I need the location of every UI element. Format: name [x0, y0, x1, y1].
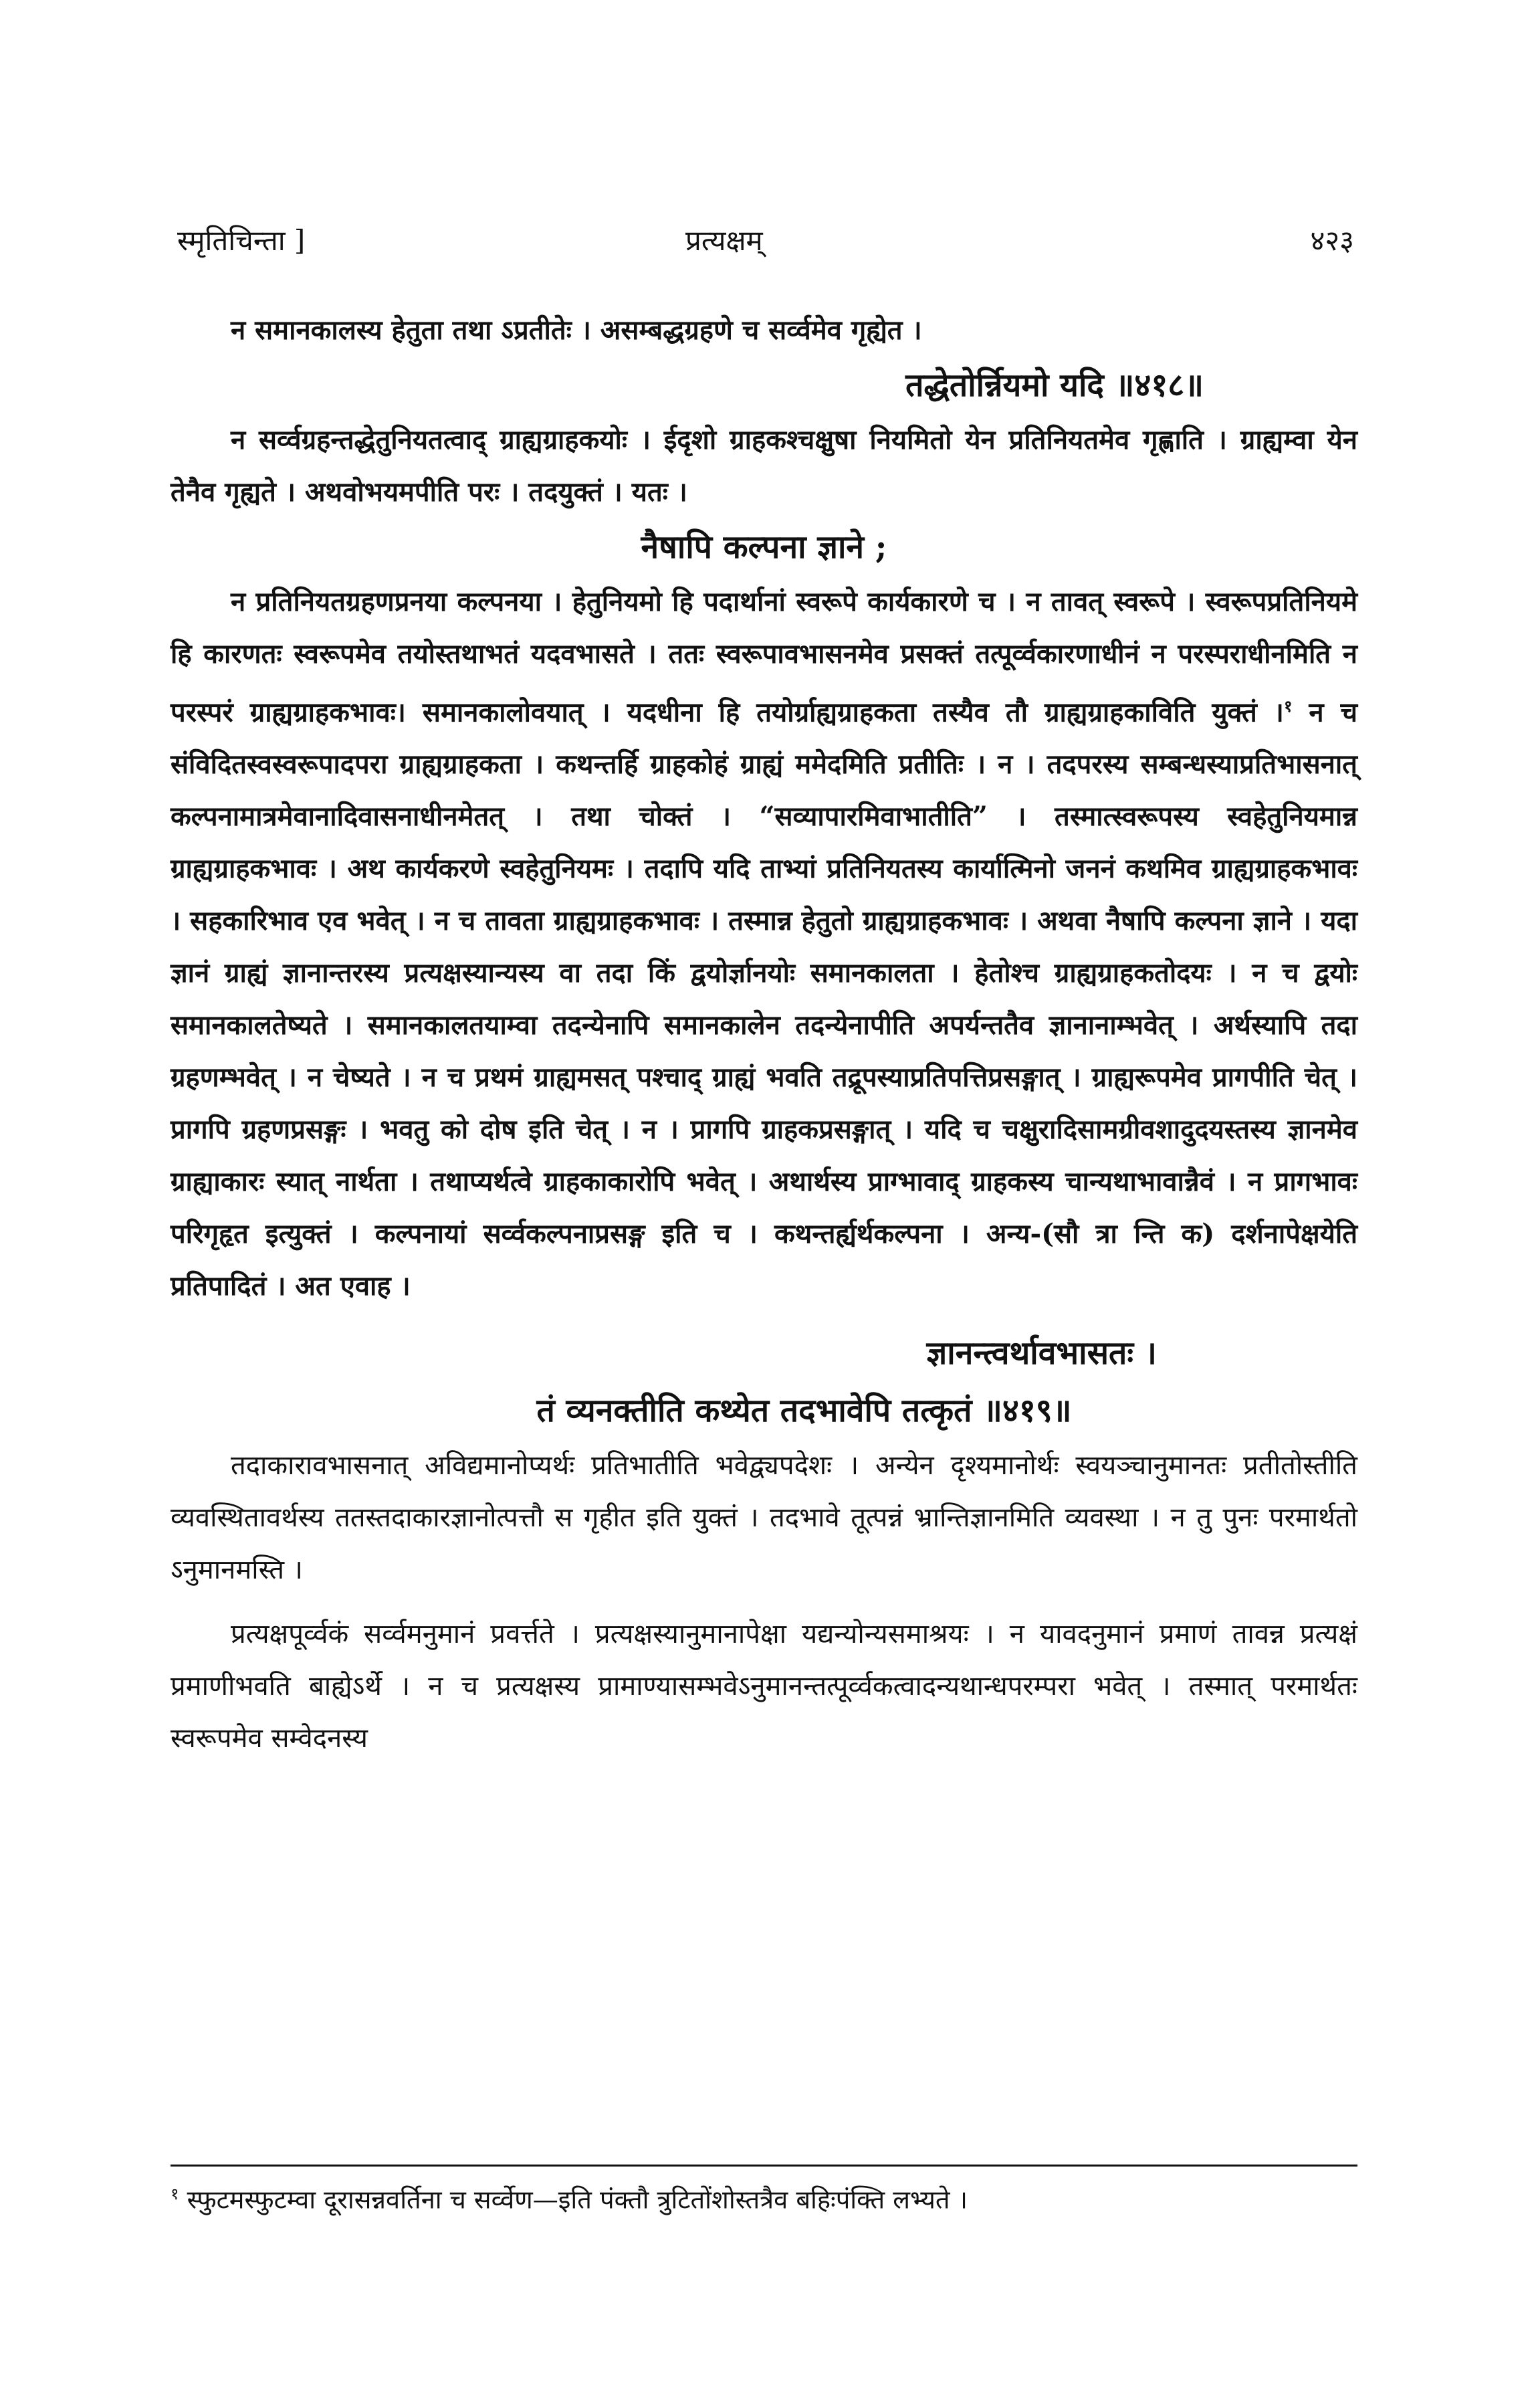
paragraph-3	[171, 576, 1357, 1312]
verse-heading-kalpana: नैषापि कल्पना ज्ञाने ;	[641, 528, 887, 566]
paragraph-5: प्रत्यक्षपूर्व्वकं सर्व्वमनुमानं प्रवर्त्तते । प्रत्यक्षस्यानुमानापेक्षा यद्यन्योन्यसमाश्रयः । न यावदनुमानं प्रमाणं तावन्न प्रत्यक्षं प्रमाणीभवति बाह्येऽर्थे । न च प्रत्यक्षस्य प्रामाण्यासम्भवेऽनुमानन्तत्पूर्व्वकत्वादन्यथान्धपरम्परा भवेत् । तस्मात् परमार्थतः स्वरूपमेव सम्वेदनस्य	[171, 1619, 1357, 1754]
paragraph-1: न समानकालस्य हेतुता तथा ऽप्रतीतेः । असम्बद्धग्रहणे च सर्व्वमेव गृह्येत ।	[231, 314, 922, 346]
running-header	[177, 221, 1354, 261]
footnote-reference: १	[1283, 696, 1293, 716]
verse-418: तद्धेतोर्न्नियमो यदि ॥४१८॥	[905, 367, 1204, 404]
footnote	[171, 2173, 1357, 2221]
paragraph-2: न सर्व्वग्रहन्तद्धेतुनियतत्वाद् ग्राह्यग्राहकयोः । ईदृशो ग्राहकश्चक्षुषा नियमितो येन प्रतिनियतमेव गृह्णाति । ग्राह्यम्वा येन तेनैव गृह्यते । अथवोभयमपीति परः । तदयुक्तं । यतः ।	[171, 424, 1357, 508]
verse-419-part-2: तं व्यनक्तीति कथ्येत तदभावेपि तत्कृतं ॥४१९॥	[536, 1392, 1072, 1430]
header-section-title: स्मृतिचिन्ता ]	[177, 224, 306, 257]
footnote-mark: १	[171, 2185, 179, 2203]
page-number: ४२३	[1310, 224, 1354, 257]
verse-419-part-1: ज्ञानन्त्वर्थावभासतः ।	[926, 1334, 1157, 1373]
footnote-divider	[171, 2165, 1357, 2167]
spacer	[171, 1596, 1357, 1608]
main-text	[171, 304, 1357, 1765]
header-chapter-title: प्रत्यक्षम्	[685, 224, 763, 257]
footnote-text: स्फुटमस्फुटम्वा दूरासन्नवर्तिना च सर्व्वेण—इति पंक्तौ त्रुटितोंशोस्तत्रैव बहिःपंक्ति लभ्यते ।	[179, 2185, 968, 2215]
paragraph-3-text: न प्रतिनियतग्रहणप्रनया कल्पनया । हेतुनियमो हि पदार्थानां स्वरूपे कार्यकारणे च । न तावत् स्वरूपे । स्वरूपप्रतिनियमे हि कारणतः स्वरूपमेव तयोस्तथाभतं यदवभासते । ततः स्वरूपावभासनमेव प्रसक्तं तत्पूर्व्वकारणाधीनं न परस्पराधीनमिति न परस्परं ग्राह्यग्राहकभावः। समानकालोवयात् । यदधीना हि तयोर्ग्राह्यग्राहकता तस्यैव तौ ग्राह्यग्राहकाविति युक्तं ।	[171, 586, 1357, 728]
paragraph-3-continued: न च संविदितस्वस्वरूपादपरा ग्राह्यग्राहकता । कथन्तर्हि ग्राहकोहं ग्राह्यं ममेदमिति प्रतीतिः । न । तदपरस्य सम्बन्धस्याप्रतिभासनात् कल्पनामात्रमेवानादिवासनाधीनमेतत् । तथा चोक्तं । “सव्यापारमिवाभातीति” । तस्मात्स्वरूपस्य स्वहेतुनियमान्न ग्राह्यग्राहकभावः । अथ कार्यकरणे स्वहेतुनियमः । तदापि यदि ताभ्यां प्रतिनियतस्य कार्यात्मिनो जननं कथमिव ग्राह्यग्राहकभावः । सहकारिभाव एव भवेत् । न च तावता ग्राह्यग्राहकभावः । तस्मान्न हेतुतो ग्राह्यग्राहकभावः । अथवा नैषापि कल्पना ज्ञाने । यदा ज्ञानं ग्राह्यं ज्ञानान्तरस्य प्रत्यक्षस्यान्यस्य वा तदा किं द्वयोर्ज्ञानयोः समानकालता । हेतोश्च ग्राह्यग्राहकतोदयः । न च द्वयोः समानकालतेष्यते । समानकालतयाम्वा तदन्येनापि समानकालेन तदन्येनापीति अपर्यन्ततैव ज्ञानानाम्भवेत् । अर्थस्यापि तदा ग्रहणम्भवेत् । न चेष्यते । न च प्रथमं ग्राह्यमसत् पश्चाद् ग्राह्यं भवति तद्रूपस्याप्रतिपत्तिप्रसङ्गात् । ग्राह्यरूपमेव प्रागपीति चेत् । प्रागपि ग्रहणप्रसङ्गः । भवतु को दोष इति चेत् । न । प्रागपि ग्राहकप्रसङ्गात् । यदि च चक्षुरादिसामग्रीवशादुदयस्तस्य ज्ञानमेव ग्राह्याकारः स्यात् नार्थता । तथाप्यर्थत्वे ग्राहकाकारोपि भवेत् । अथार्थस्य प्राग्भावाद् ग्राहकस्य चान्यथाभावान्नैवं । न प्रागभावः परिगृहृत इत्युक्तं । कल्पनायां सर्व्वकल्पनाप्रसङ्ग इति च । कथन्तर्ह्यर्थकल्पना । अन्य-(सौ त्रा न्ति क) दर्शनापेक्षयेति प्रतिपादितं । अत एवाह ।	[171, 696, 1357, 1302]
paragraph-4: तदाकारावभासनात् अविद्यमानोप्यर्थः प्रतिभातीति भवेद्व्यपदेशः । अन्येन दृश्यमानोर्थः स्वयञ्चानुमानतः प्रतीतोस्तीति व्यवस्थितावर्थस्य ततस्तदाकारज्ञानोत्पत्तौ स गृहीत इति युक्तं । तदभावे तूत्पन्नं भ्रान्तिज्ञानमिति व्यवस्था । न तु पुनः परमार्थतो ऽनुमानमस्ति ।	[171, 1450, 1357, 1586]
spacer	[171, 1312, 1357, 1324]
